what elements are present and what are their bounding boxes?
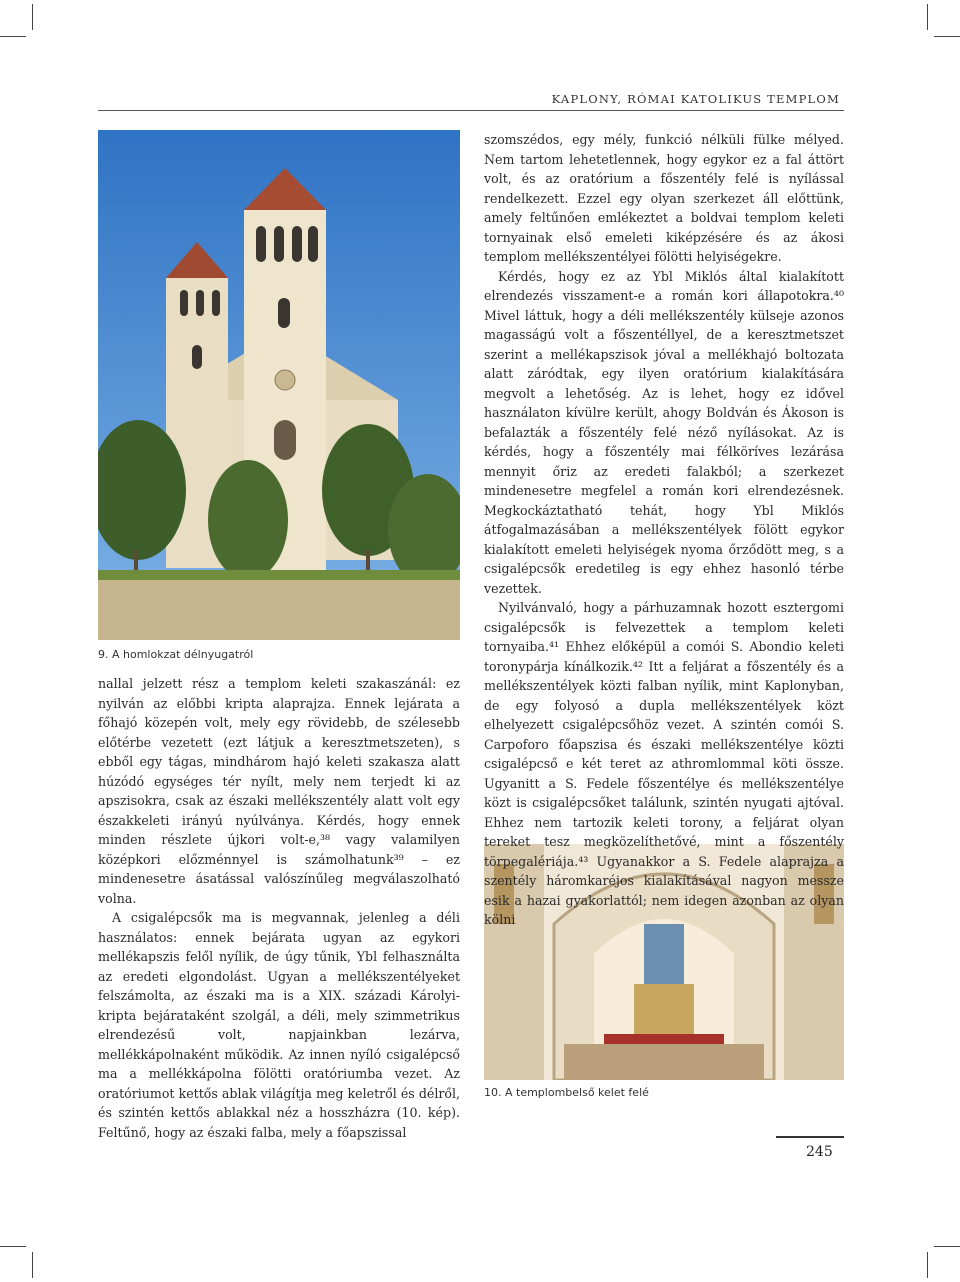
- running-title: KAPLONY, RÓMAI KATOLIKUS TEMPLOM: [551, 92, 840, 106]
- paragraph: nallal jelzett rész a templom keleti szakaszánál: ez nyilván az előbbi kripta alaprajza. Ennek lejárata a főhajó közepén volt, mely egy rövidebb, de szélesebb előtérbe vezetett (ezt látjuk a keresztmetszeten), s ebből egy tágas, mindhárom hajó keleti szakasza alatt húzódó egységes tér nyílt, mely nem terjedt ki az apszisokra, csak az északi mellékszentély alatt volt egy északkeleti irányú nyúlványa. Kérdés, hogy ennek minden részlete újkori volt-e,³⁸ vagy valamilyen középkori előzménnyel is számolhatunk³⁹ – ez mindenesetre ásatással valószínűleg megválaszolható volna.: [98, 676, 460, 906]
- running-header: [98, 88, 844, 111]
- figure-caption: 10. A templombelső kelet felé: [484, 1086, 649, 1099]
- crop-mark: [934, 36, 960, 37]
- crop-mark: [927, 1252, 928, 1278]
- crop-mark: [0, 1246, 26, 1247]
- paragraph: A csigalépcsők ma is megvannak, jelenleg a déli használatos: ennek bejárata ugyan az egykori mellékapszis felől nyílik, de úgy tűnik, Ybl felhasználta az eredeti elgondolást. Ugyan a mellékszentélyeket felszámolta, az északi ma is a XIX. századi Károlyi-kripta bejárataként szolgál, a déli, mely szimmetrikus elrendezésű volt, napjainkban lezárva, mellékkápolnaként működik. Az innen nyíló csigalépcső ma a mellékkápolna fölötti oratóriumba vezet. Az oratóriumot kettős ablak világítja meg keletről és délről, és szintén kettős ablakkal néz a hosszházra (10. kép). Feltűnő, hogy az északi falba, mely a főapszissal: [98, 910, 460, 1140]
- crop-mark: [0, 36, 26, 37]
- right-text-column: [484, 130, 844, 930]
- paragraph: Kérdés, hogy ez az Ybl Miklós által kialakított elrendezés visszament-e a román kori állapotokra.⁴⁰ Mivel láttuk, hogy a déli mellékszentély külseje azonos magasságú volt a főszentéllyel, de a keresztmetszet szerint a mellékapszisok jóval a mellékhajó boltozata alatt záródtak, egy ilyen oratórium kialakítására megvolt a lehetőség. Az is lehet, hogy ez idővel használaton kívülre került, ahogy Boldván és Ákoson is befalazták a főszentély felé néző nyílásokat. Az is kérdés, hogy a főszentély mai félköríves lezárása mennyit őriz az eredeti falakból; a szerkezet mindenesetre megfelel a román kori elrendezésnek. Megkockáztatható tehát, hogy Ybl Miklós átfogalmazásában a mellékszentélyek fölött egykor kialakított emeleti helyiségek nyoma őrződött meg, s a csigalépcsők eredetileg is egy ehhez hasonló térbe vezettek.: [484, 268, 844, 596]
- church-facade-photo: [98, 130, 460, 640]
- page-number: 245: [806, 1144, 833, 1160]
- crop-mark: [927, 4, 928, 30]
- left-text-column: [98, 674, 460, 1142]
- figure-caption: 9. A homlokzat délnyugatról: [98, 648, 254, 661]
- crop-mark: [934, 1246, 960, 1247]
- crop-mark: [32, 4, 33, 30]
- crop-mark: [32, 1252, 33, 1278]
- church-facade-illustration: [98, 130, 460, 640]
- paragraph: szomszédos, egy mély, funkció nélküli fülke mélyed. Nem tartom lehetetlennek, hogy egykor ez a fal áttört volt, és az oratórium a főszentély felé is nyílással rendelkezett. Ezzel egy olyan szerkezet áll előttünk, amely feltűnően emlékeztet a boldvai templom keleti tornyainak első emeleti kiképzésére és az ákosi templom mellékszentélyei fölötti helyiségekre.: [484, 132, 844, 264]
- page-number-rule: [776, 1136, 844, 1138]
- paragraph: Nyilvánvaló, hogy a párhuzamnak hozott esztergomi csigalépcsők is felvezettek a templom keleti tornyaiba.⁴¹ Ehhez előképül a comói S. Abondio keleti toronypárja kínálkozik.⁴² Itt a feljárat a főszentély és a mellékszentélyek közti falban nyílik, mint Kaplonyban, de egy folyosó a dupla mellékszentélyek közt elhelyezett csigalépcsőhöz vezet. A szintén comói S. Carpoforo főapszisa és északi mellékszentélye közti csigalépcső e két teret az athromlommal köti össze. Ugyanitt a S. Fedele főszentélye és mellékszentélye közt is csigalépcsőket találunk, szintén nyugati ajtóval. Ehhez nem tartozik keleti torony, a feljárat olyan tereket tesz megközelíthetővé, mint a főszentély törpegalériája.⁴³ Ugyanakkor a S. Fedele alaprajza a szentély háromkaréjos kialakításával nagyon messze esik a hazai gyakorlattól; nem idegen azonban az olyan kölni: [484, 600, 844, 927]
